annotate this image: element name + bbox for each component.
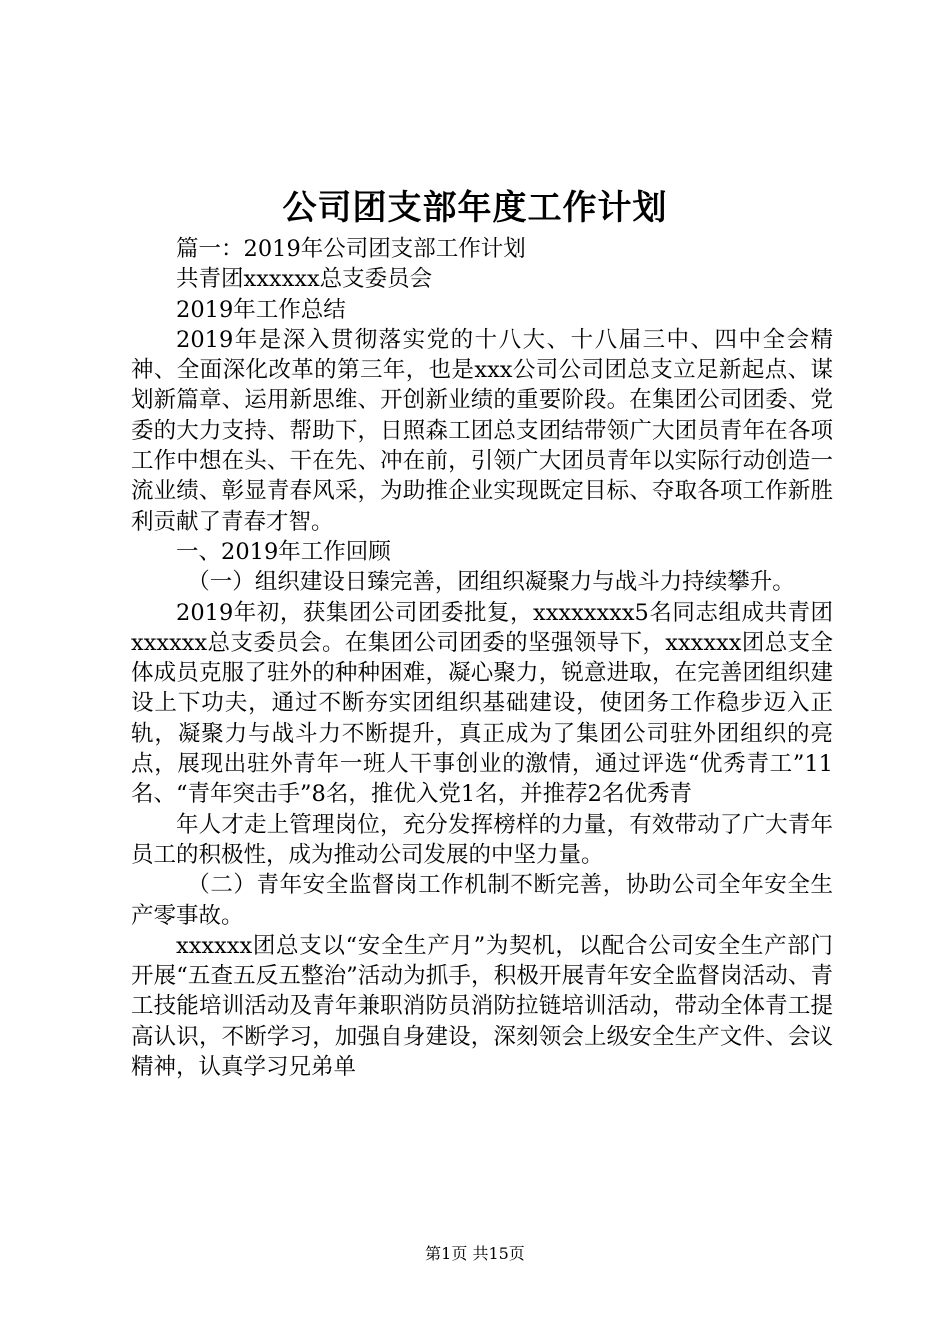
paragraph-organization: 2019年初，获集团公司团委批复，xxxxxxxx5名同志组成共青团xxxxxx总支委员会。在集团公司团委的坚强领导下，xxxxxx团总支全体成员克服了驻外的种种困难，凝心聚力，锐意进取，在完善团组织建设上下功夫，通过不断夯实团组织基础建设，使团务工作稳步迈入正轨，凝聚力与战斗力不断提升，真正成为了集团公司驻外团组织的亮点，展现出驻外青年一班人干事创业的激情，通过评选“优秀青工”11名、“青年突击手”8名，推优入党1名，并推荐2名优秀青: [131, 599, 833, 808]
paragraph-subheading-2: （二）青年安全监督岗工作机制不断完善，协助公司全年安全生产零事故。: [131, 872, 833, 929]
paragraph-intro: 2019年是深入贯彻落实党的十八大、十八届三中、四中全会精神、全面深化改革的第三年，也是xxx公司公司团总支立足新起点、谋划新篇章、运用新思维、开创新业绩的重要阶段。在集团公司团委、党委的大力支持、帮助下，日照森工团总支团结带领广大团员青年在各项工作中想在头、干在先、冲在前，引领广大团员青年以实际行动创造一流业绩、彰显青春风采，为助推企业实现既定目标、夺取各项工作新胜利贡献了青春才智。: [131, 326, 833, 535]
paragraph-review-heading: 一、2019年工作回顾: [176, 538, 391, 565]
paragraph-talent: 年人才走上管理岗位，充分发挥榜样的力量，有效带动了广大青年员工的积极性，成为推动公司发展的中坚力量。: [131, 811, 833, 868]
document-body: [131, 234, 833, 1082]
paragraph-committee-name: 共青团xxxxxx总支委员会: [176, 266, 433, 293]
paragraph-subheading-1: （一）组织建设日臻完善，团组织凝聚力与战斗力持续攀升。: [187, 569, 795, 596]
document-title: 公司团支部年度工作计划: [282, 188, 668, 228]
paragraph-safety: xxxxxx团总支以“安全生产月”为契机，以配合公司安全生产部门开展“五查五反五整治”活动为抓手，积极开展青年安全监督岗活动、青工技能培训活动及青年兼职消防员消防拉链培训活动，带动全体青工提高认识，不断学习，加强自身建设，深刻领会上级安全生产文件、会议精神，认真学习兄弟单: [131, 932, 833, 1081]
paragraph-summary-heading: 2019年工作总结: [176, 296, 346, 323]
page-footer: 第1页 共15页: [425, 1244, 525, 1263]
paragraph-section-heading: 篇一：2019年公司团支部工作计划: [176, 236, 526, 262]
